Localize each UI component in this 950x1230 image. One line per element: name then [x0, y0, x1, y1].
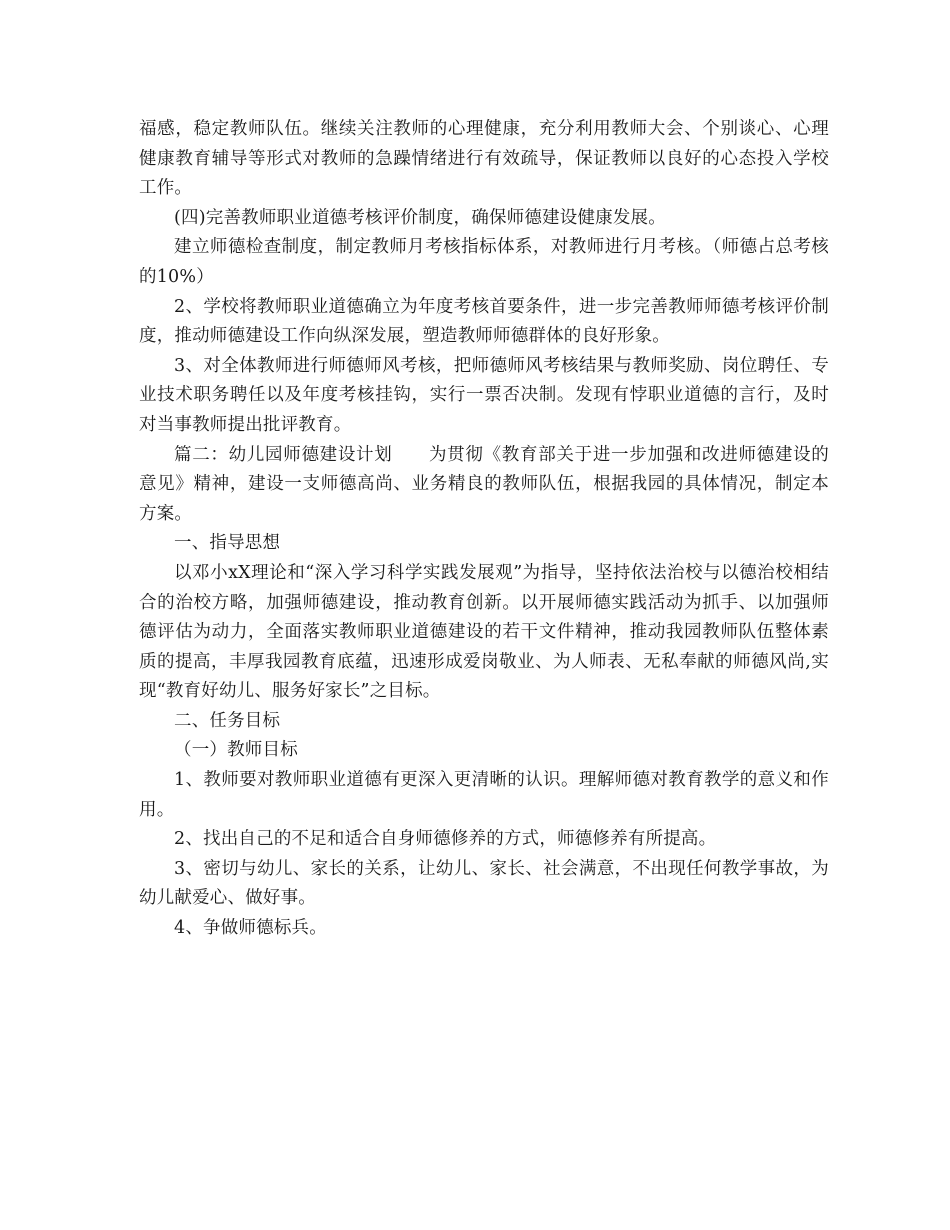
paragraph-6-body: 为贯彻《教育部关于进一步加强和改进师德建设的意见》精神，建设一支师德高尚、业务精良的教师队伍，根据我园的具体情况，制定本方案。 [139, 444, 829, 524]
heading-task-goals: 二、任务目标 [174, 710, 281, 731]
paragraph-4: 2、学校将教师职业道德确立为年度考核首要条件，进一步完善教师师德考核评价制度，推动师德建设工作向纵深发展，塑造教师师德群体的良好形象。 [139, 296, 829, 347]
paragraph-12: 2、找出自己的不足和适合自身师德修养的方式，师德修养有所提高。 [174, 829, 717, 850]
paragraph-14: 4、争做师德标兵。 [174, 918, 327, 939]
paragraph-5: 3、对全体教师进行师德师风考核，把师德师风考核结果与教师奖励、岗位聘任、专业技术职务聘任以及年度考核挂钩，实行一票否决制。发现有悖职业道德的言行，及时对当事教师提出批评教育。 [139, 355, 829, 435]
heading-teacher-goals: （一）教师目标 [174, 740, 298, 761]
paragraph-2: (四)完善教师职业道德考核评价制度，确保师德建设健康发展。 [174, 207, 666, 228]
document-body [139, 115, 829, 944]
paragraph-1: 福感，稳定教师队伍。继续关注教师的心理健康，充分利用教师大会、个别谈心、心理健康教育辅导等形式对教师的急躁情绪进行有效疏导，保证教师以良好的心态投入学校工作。 [139, 119, 829, 199]
section-title-part-two: 篇二：幼儿园师德建设计划 [174, 444, 393, 465]
paragraph-3: 建立师德检查制度，制定教师月考核指标体系，对教师进行月考核。（师德占总考核的10%） [139, 237, 829, 287]
paragraph-8: 以邓小xX理论和“深入学习科学实践发展观”为指导，坚持依法治校与以德治校相结合的治校方略，加强师德建设，推动教育创新。以开展师德实践活动为抓手、以加强师德评估为动力，全面落实教师职业道德建设的若干文件精神，推动我园教师队伍整体素质的提高，丰厚我园教育底蕴，迅速形成爱岗敬业、为人师表、无私奉献的师德风尚,实现“教育好幼儿、服务好家长”之目标。 [139, 562, 829, 702]
paragraph-13: 3、密切与幼儿、家长的关系，让幼儿、家长、社会满意，不出现任何教学事故，为幼儿献爱心、做好事。 [139, 858, 829, 909]
paragraph-6 [139, 441, 829, 530]
heading-guiding-ideology: 一、指导思想 [174, 533, 281, 554]
paragraph-11: 1、教师要对教师职业道德有更深入更清晰的认识。理解师德对教育教学的意义和作用。 [139, 770, 829, 820]
